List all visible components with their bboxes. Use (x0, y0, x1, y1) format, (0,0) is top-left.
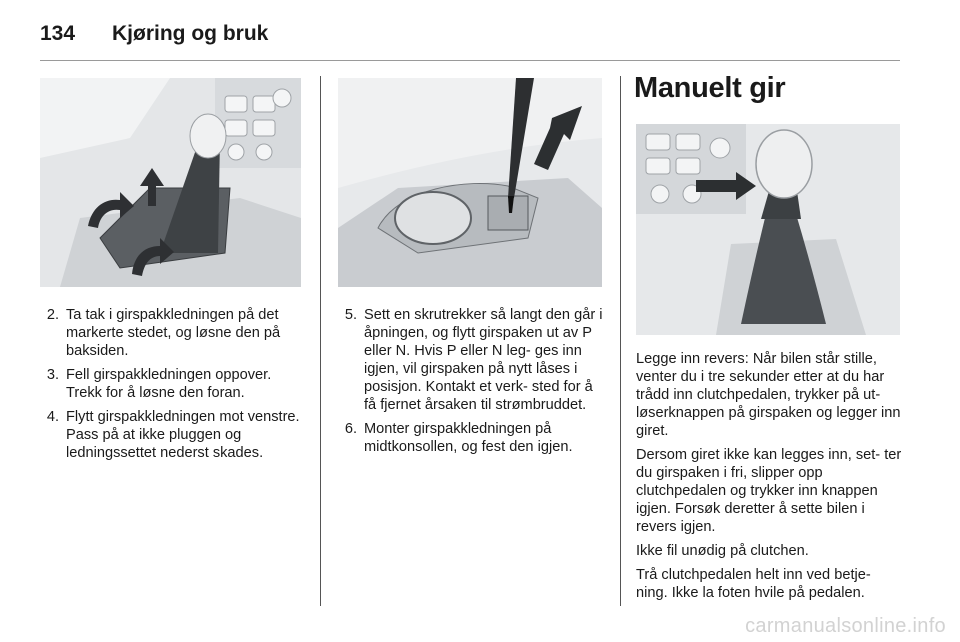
watermark: carmanualsonline.info (745, 615, 946, 637)
column-divider-2 (620, 76, 621, 606)
paragraph: Ikke fil unødig på clutchen. (636, 543, 809, 559)
column-divider-1 (320, 76, 321, 606)
column-3-text (636, 350, 902, 608)
instruction-list-2 (338, 306, 606, 456)
list-item: 5. Sett en skrutrekker så langt den går i åpningen, og flytt girspaken ut av P eller N. Hvis P eller N leg- ges inn igjen, vil girspaken på nytt låses i posisjon. Kontakt et verk- sted for å få fjernet årsaken til strømbruddet. (344, 307, 603, 413)
column-1-text (40, 306, 306, 468)
chapter-title: Kjøring og bruk (112, 22, 269, 45)
list-item: 2. Ta tak i girspakkledningen på det markerte stedet, og løsne den på baksiden. (46, 307, 281, 359)
paragraph: Dersom giret ikke kan legges inn, set- ter du girspaken i fri, slipper opp clutchpedalen og trykker inn knappen igjen. Forsøk deretter å sette bilen i revers igjen. (636, 447, 902, 535)
column-2-text (338, 306, 606, 462)
instruction-list-1 (40, 306, 306, 462)
header-rule (40, 60, 900, 61)
screwdriver-shift-lock-release-illustration (338, 78, 602, 287)
list-item: 4. Flytt girspakkledningen mot venstre. Pass på at ikke pluggen og ledningssettet nederst skades. (46, 409, 300, 461)
section-title: Manuelt gir (634, 72, 786, 104)
paragraph: Legge inn revers: Når bilen står stille, venter du i tre sekunder etter at du har trådd inn clutchpedalen, trykker på ut- løserknappen på girspaken og legger inn giret. (636, 351, 901, 439)
manual-gear-lever-reverse-illustration (636, 124, 900, 335)
page-number: 134 (40, 22, 76, 45)
paragraph: Trå clutchpedalen helt inn ved betje- ning. Ikke la foten hvile på pedalen. (636, 567, 871, 601)
list-item: 6. Monter girspakkledningen på midtkonsollen, og fest den igjen. (344, 421, 573, 455)
gear-lever-boot-removal-illustration (40, 78, 301, 287)
page-header (40, 14, 268, 54)
list-item: 3. Fell girspakkledningen oppover. Trekk for å løsne den foran. (46, 367, 272, 401)
